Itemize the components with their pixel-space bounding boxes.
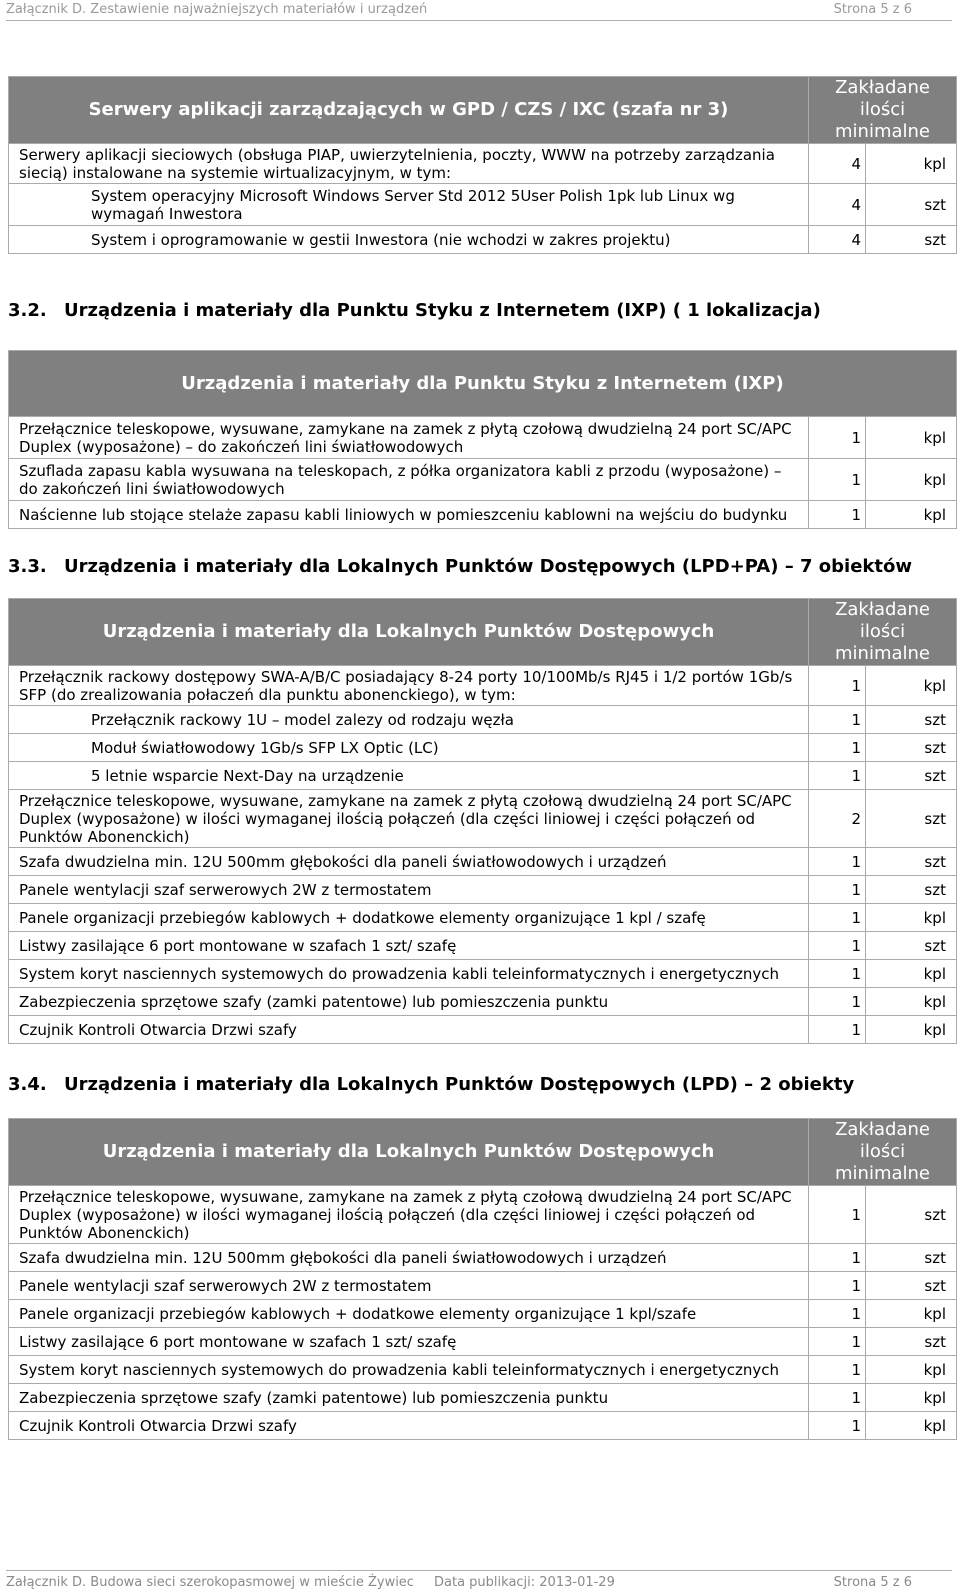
lpd-table <box>8 1118 957 1440</box>
table-row <box>9 1272 957 1300</box>
item-unit: kpl <box>866 1412 957 1440</box>
section-title: Urządzenia i materiały dla Lokalnych Punktów Dostępowych (LPD+PA) – 7 obiektów <box>64 556 912 577</box>
item-description: System koryt nasciennych systemowych do prowadzenia kabli teleinformatycznych i energetycznych <box>9 960 809 988</box>
item-unit: kpl <box>866 1356 957 1384</box>
item-qty: 1 <box>809 417 866 459</box>
section-number: 3.3. <box>8 556 47 577</box>
item-unit: kpl <box>866 1300 957 1328</box>
item-qty: 1 <box>809 904 866 932</box>
item-qty: 1 <box>809 666 866 706</box>
table-row <box>9 960 957 988</box>
table-row <box>9 848 957 876</box>
item-unit: kpl <box>866 666 957 706</box>
item-unit: szt <box>866 1186 957 1244</box>
item-qty: 1 <box>809 1384 866 1412</box>
item-description: Zabezpieczenia sprzętowe szafy (zamki patentowe) lub pomieszczenia punktu <box>9 1384 809 1412</box>
servers-table-title: Serwery aplikacji zarządzających w GPD / CZS / IXC (szafa nr 3) <box>9 77 809 144</box>
item-description: 5 letnie wsparcie Next-Day na urządzenie <box>9 762 809 790</box>
item-unit: kpl <box>866 144 957 184</box>
item-description: Naścienne lub stojące stelaże zapasu kabli liniowych w pomieszceniu kablowni na wejściu do budynku <box>9 501 809 529</box>
item-description: Szafa dwudzielna min. 12U 500mm głębokości dla paneli światłowodowych i urządzeń <box>9 1244 809 1272</box>
item-description: Panele organizacji przebiegów kablowych + dodatkowe elementy organizujące 1 kpl / szafę <box>9 904 809 932</box>
item-description: Listwy zasilające 6 port montowane w szafach 1 szt/ szafę <box>9 1328 809 1356</box>
table-row <box>9 734 957 762</box>
item-unit: kpl <box>866 1016 957 1044</box>
table-row <box>9 988 957 1016</box>
table-row <box>9 417 957 459</box>
item-qty: 1 <box>809 848 866 876</box>
item-unit: kpl <box>866 904 957 932</box>
footer-document-title: Załącznik D. Budowa sieci szerokopasmowej w mieście Żywiec <box>6 1575 414 1590</box>
item-unit: szt <box>866 184 957 226</box>
item-description: Czujnik Kontroli Otwarcia Drzwi szafy <box>9 1016 809 1044</box>
item-unit: szt <box>866 734 957 762</box>
table-row <box>9 876 957 904</box>
item-qty: 1 <box>809 1412 866 1440</box>
qty-header-line2: ilości <box>859 99 906 120</box>
item-unit: kpl <box>866 417 957 459</box>
item-qty: 1 <box>809 960 866 988</box>
item-description: Panele organizacji przebiegów kablowych + dodatkowe elementy organizujące 1 kpl/szafe <box>9 1300 809 1328</box>
item-qty: 1 <box>809 762 866 790</box>
page-footer <box>6 1570 952 1591</box>
table-row <box>9 1328 957 1356</box>
table-row <box>9 904 957 932</box>
item-description: System koryt nasciennych systemowych do prowadzenia kabli teleinformatycznych i energetycznych <box>9 1356 809 1384</box>
item-qty: 1 <box>809 1186 866 1244</box>
item-description: Szafa dwudzielna min. 12U 500mm głębokości dla paneli światłowodowych i urządzeń <box>9 848 809 876</box>
table-row <box>9 1244 957 1272</box>
item-unit: szt <box>866 706 957 734</box>
item-description: Listwy zasilające 6 port montowane w szafach 1 szt/ szafę <box>9 932 809 960</box>
section-title: Urządzenia i materiały dla Punktu Styku z Internetem (IXP) ( 1 lokalizacja) <box>64 300 821 321</box>
item-qty: 4 <box>809 226 866 254</box>
item-unit: kpl <box>866 960 957 988</box>
item-qty: 1 <box>809 1356 866 1384</box>
item-description: Panele wentylacji szaf serwerowych 2W z termostatem <box>9 876 809 904</box>
item-qty: 1 <box>809 706 866 734</box>
lpd-pa-table-header <box>9 599 957 666</box>
qty-header <box>809 1119 957 1186</box>
item-description: Zabezpieczenia sprzętowe szafy (zamki patentowe) lub pomieszczenia punktu <box>9 988 809 1016</box>
item-description: Czujnik Kontroli Otwarcia Drzwi szafy <box>9 1412 809 1440</box>
table-row <box>9 144 957 184</box>
table-row <box>9 184 957 226</box>
item-qty: 1 <box>809 1328 866 1356</box>
footer-publication-date: Data publikacji: 2013-01-29 <box>434 1575 615 1590</box>
item-unit: szt <box>866 790 957 848</box>
qty-header-line2: ilości <box>859 621 906 642</box>
page-header <box>6 2 952 21</box>
table-row <box>9 1412 957 1440</box>
ixp-table-header <box>9 351 957 417</box>
item-description: Szuflada zapasu kabla wysuwana na teleskopach, z półka organizatora kabli z przodu (wyposażone) – do zakończeń lini światłowodowych <box>9 459 809 501</box>
item-description: Przełącznice teleskopowe, wysuwane, zamykane na zamek z płytą czołową dwudzielną 24 port SC/APC Duplex (wyposażone) w ilości wymaganej ilością połączeń (dla części liniowej i części połączeń od Punktów Abonenckich) <box>9 790 809 848</box>
item-unit: szt <box>866 762 957 790</box>
qty-header-line1: Zakładane <box>835 1119 930 1140</box>
item-description: System i oprogramowanie w gestii Inwestora (nie wchodzi w zakres projektu) <box>9 226 809 254</box>
item-description: Serwery aplikacji sieciowych (obsługa PIAP, uwierzytelnienia, poczty, WWW na potrzeby zarządzania siecią) instalowane na systemie wirtualizacyjnym, w tym: <box>9 144 809 184</box>
item-qty: 1 <box>809 1272 866 1300</box>
item-qty: 4 <box>809 144 866 184</box>
table-row <box>9 226 957 254</box>
item-unit: szt <box>866 1244 957 1272</box>
item-description: Przełącznice teleskopowe, wysuwane, zamykane na zamek z płytą czołową dwudzielną 24 port SC/APC Duplex (wyposażone) – do zakończeń lini światłowodowych <box>9 417 809 459</box>
qty-header-line1: Zakładane <box>835 77 930 98</box>
qty-header-line1: Zakładane <box>835 599 930 620</box>
section-title: Urządzenia i materiały dla Lokalnych Punktów Dostępowych (LPD) – 2 obiekty <box>64 1074 855 1095</box>
item-qty: 1 <box>809 1300 866 1328</box>
item-description: System operacyjny Microsoft Windows Server Std 2012 5User Polish 1pk lub Linux wg wymagań Inwestora <box>9 184 809 226</box>
item-description: Przełącznice teleskopowe, wysuwane, zamykane na zamek z płytą czołową dwudzielną 24 port SC/APC Duplex (wyposażone) w ilości wymaganej ilością połączeń (dla części liniowej i części połączeń od Punktów Abonenckich) <box>9 1186 809 1244</box>
qty-header-line3: minimalne <box>835 121 930 142</box>
qty-header-line2: ilości <box>859 1141 906 1162</box>
item-qty: 1 <box>809 876 866 904</box>
item-unit: szt <box>866 226 957 254</box>
item-unit: kpl <box>866 988 957 1016</box>
table-row <box>9 706 957 734</box>
item-qty: 1 <box>809 501 866 529</box>
item-description: Moduł światłowodowy 1Gb/s SFP LX Optic (LC) <box>9 734 809 762</box>
item-unit: kpl <box>866 459 957 501</box>
item-qty: 1 <box>809 988 866 1016</box>
table-row <box>9 459 957 501</box>
item-unit: szt <box>866 848 957 876</box>
table-row <box>9 666 957 706</box>
section-heading-3-4 <box>8 1074 854 1095</box>
table-row <box>9 762 957 790</box>
lpd-pa-table-title: Urządzenia i materiały dla Lokalnych Punktów Dostępowych <box>9 599 809 666</box>
item-unit: kpl <box>866 1384 957 1412</box>
table-row <box>9 501 957 529</box>
table-row <box>9 1016 957 1044</box>
servers-table <box>8 76 957 254</box>
servers-table-header <box>9 77 957 144</box>
qty-header-line3: minimalne <box>835 1163 930 1184</box>
table-row <box>9 1384 957 1412</box>
header-page-number: Strona 5 z 6 <box>833 2 912 17</box>
qty-header-line3: minimalne <box>835 643 930 664</box>
table-row <box>9 932 957 960</box>
table-row <box>9 1356 957 1384</box>
item-unit: szt <box>866 932 957 960</box>
lpd-table-header <box>9 1119 957 1186</box>
qty-header <box>809 77 957 144</box>
item-qty: 1 <box>809 459 866 501</box>
lpd-table-title: Urządzenia i materiały dla Lokalnych Punktów Dostępowych <box>9 1119 809 1186</box>
ixp-table <box>8 350 957 529</box>
item-qty: 1 <box>809 1244 866 1272</box>
item-qty: 4 <box>809 184 866 226</box>
item-qty: 1 <box>809 932 866 960</box>
ixp-table-title: Urządzenia i materiały dla Punktu Styku z Internetem (IXP) <box>9 351 957 417</box>
header-document-title: Załącznik D. Zestawienie najważniejszych materiałów i urządzeń <box>6 2 428 17</box>
item-qty: 1 <box>809 734 866 762</box>
item-description: Przełącznik rackowy dostępowy SWA-A/B/C posiadający 8-24 porty 10/100Mb/s RJ45 i 1/2 portów 1Gb/s SFP (do zrealizowania połaczeń dla punktu abonenckiego), w tym: <box>9 666 809 706</box>
table-row <box>9 1186 957 1244</box>
item-description: Panele wentylacji szaf serwerowych 2W z termostatem <box>9 1272 809 1300</box>
item-description: Przełącznik rackowy 1U – model zalezy od rodzaju węzła <box>9 706 809 734</box>
section-heading-3-3 <box>8 556 912 577</box>
lpd-pa-table <box>8 598 957 1044</box>
section-number: 3.2. <box>8 300 47 321</box>
item-qty: 1 <box>809 1016 866 1044</box>
item-unit: szt <box>866 1328 957 1356</box>
qty-header <box>809 599 957 666</box>
section-heading-3-2 <box>8 300 821 321</box>
section-number: 3.4. <box>8 1074 47 1095</box>
item-unit: szt <box>866 1272 957 1300</box>
table-row <box>9 790 957 848</box>
footer-page-number: Strona 5 z 6 <box>833 1575 912 1590</box>
item-qty: 2 <box>809 790 866 848</box>
item-unit: szt <box>866 876 957 904</box>
item-unit: kpl <box>866 501 957 529</box>
table-row <box>9 1300 957 1328</box>
